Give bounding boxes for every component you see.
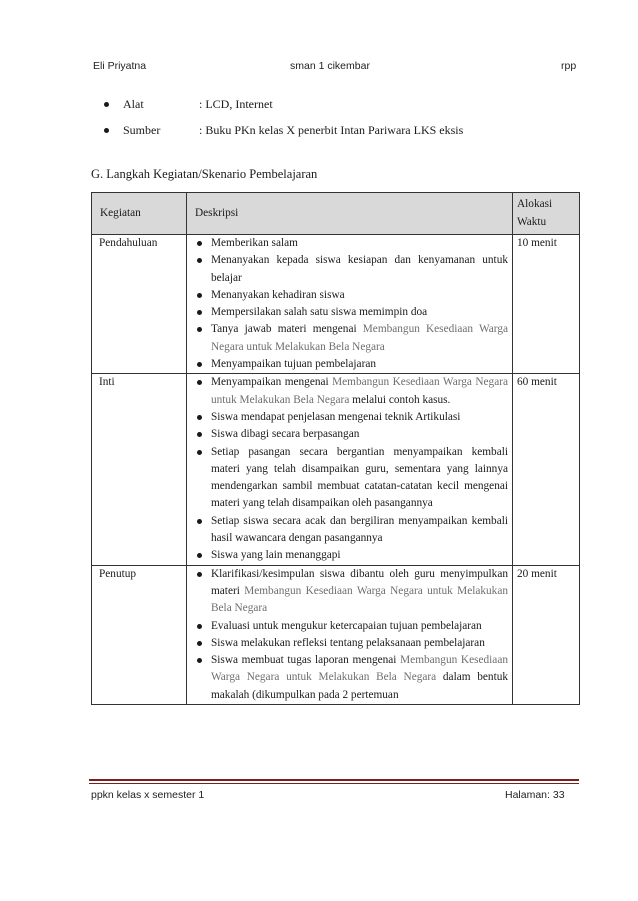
item-topic: Membangun Kesediaan Warga Negara untuk Melakukan Bela Negara (211, 376, 508, 406)
header-author: Eli Priyatna (93, 60, 147, 72)
item-text: Siswa yang lain menanggapi (211, 549, 341, 562)
footer-page-number: Halaman: 33 (505, 789, 565, 801)
item-text-end: dalam bentuk makalah (dikumpulkan pada 2 pertemuan (211, 671, 508, 701)
item-text: Tanya jawab materi mengenai (211, 323, 363, 336)
item-text: Menanyakan kepada siswa kesiapan dan kenyamanan untuk belajar (211, 254, 508, 284)
footer-rule-thin (89, 783, 579, 784)
deskripsi-cell (187, 565, 513, 704)
kegiatan-cell: Penutup (92, 565, 187, 704)
deskripsi-cell (187, 374, 513, 565)
item-text: Memberikan salam (211, 237, 298, 249)
item-text: Menanyakan kehadiran siswa (211, 288, 345, 301)
item-topic: Membangun Kesediaan Warga Negara untuk Melakukan Bela Negara (211, 654, 508, 684)
list-item (211, 547, 508, 564)
waktu-cell: 10 menit (513, 235, 580, 374)
list-item (211, 513, 508, 548)
table-row (92, 374, 580, 565)
table-row (92, 565, 580, 704)
header-deskripsi: Deskripsi (187, 193, 513, 235)
list-item (211, 235, 508, 252)
header-alokasi: Alokasi Waktu (513, 193, 580, 235)
list-item (211, 426, 508, 443)
list-item (211, 287, 508, 304)
list-item (211, 566, 508, 618)
item-topic: Membangun Kesediaan Warga Negara untuk Melakukan Bela Negara (211, 584, 508, 615)
item-text: Evaluasi untuk mengukur ketercapaian tujuan pembelajaran (211, 619, 482, 632)
section-title: G. Langkah Kegiatan/Skenario Pembelajaran (91, 167, 318, 181)
media-label: Sumber (123, 123, 161, 137)
footer-course: ppkn kelas x semester 1 (91, 789, 205, 801)
table-row (92, 235, 580, 374)
list-item (211, 321, 508, 356)
list-item (211, 252, 508, 287)
item-text: Siswa mendapat penjelasan mengenai teknik Artikulasi (211, 410, 461, 423)
item-text: Menyampaikan mengenai (211, 376, 333, 389)
list-item (211, 304, 508, 321)
list-item (211, 374, 508, 409)
item-text-end: melalui contoh kasus. (349, 393, 451, 406)
item-text: Siswa dibagi secara berpasangan (211, 428, 360, 441)
item-text: Menyampaikan tujuan pembelajaran (211, 358, 376, 371)
table-header-row (92, 193, 580, 235)
list-item (211, 652, 508, 704)
media-label: Alat (123, 97, 144, 111)
list-item (211, 409, 508, 426)
item-text: Siswa melakukan refleksi tentang pelaksanaan pembelajaran (211, 636, 485, 649)
deskripsi-cell (187, 235, 513, 374)
header-school: sman 1 cikembar (290, 60, 370, 72)
media-value: : LCD, Internet (199, 97, 273, 111)
waktu-cell: 20 menit (513, 565, 580, 704)
kegiatan-cell: Inti (92, 374, 187, 565)
footer-rule (89, 779, 579, 781)
media-value: : Buku PKn kelas X penerbit Intan Pariwara LKS eksis (199, 123, 464, 137)
header-doc-type: rpp (561, 60, 577, 72)
header-kegiatan: Kegiatan (92, 193, 187, 235)
list-item (211, 356, 508, 373)
kegiatan-cell: Pendahuluan (92, 235, 187, 374)
item-text: Siswa membuat tugas laporan mengenai (211, 654, 401, 667)
item-text: Setiap siswa secara acak dan bergiliran menyampaikan kembali hasil wawancara dengan pasangannya (211, 514, 508, 545)
list-item (211, 444, 508, 513)
item-text: Setiap pasangan secara bergantian menyampaikan kembali materi yang telah disampaikan guru, sementara yang lainnya mendengarkan sambil membuat catatan-catatan kecil mengenai materi yang telah disampaikan oleh pasangannya (211, 445, 508, 510)
item-text: Klarifikasi/kesimpulan siswa dibantu oleh guru menyimpulkan materi (211, 567, 508, 597)
item-text: Mempersilakan salah satu siswa memimpin doa (211, 306, 428, 319)
list-item (211, 618, 508, 635)
list-item (211, 635, 508, 652)
item-topic: Membangun Kesediaan Warga Negara untuk Melakukan Bela Negara (211, 323, 508, 353)
waktu-cell: 60 menit (513, 374, 580, 565)
activity-table (91, 192, 580, 705)
